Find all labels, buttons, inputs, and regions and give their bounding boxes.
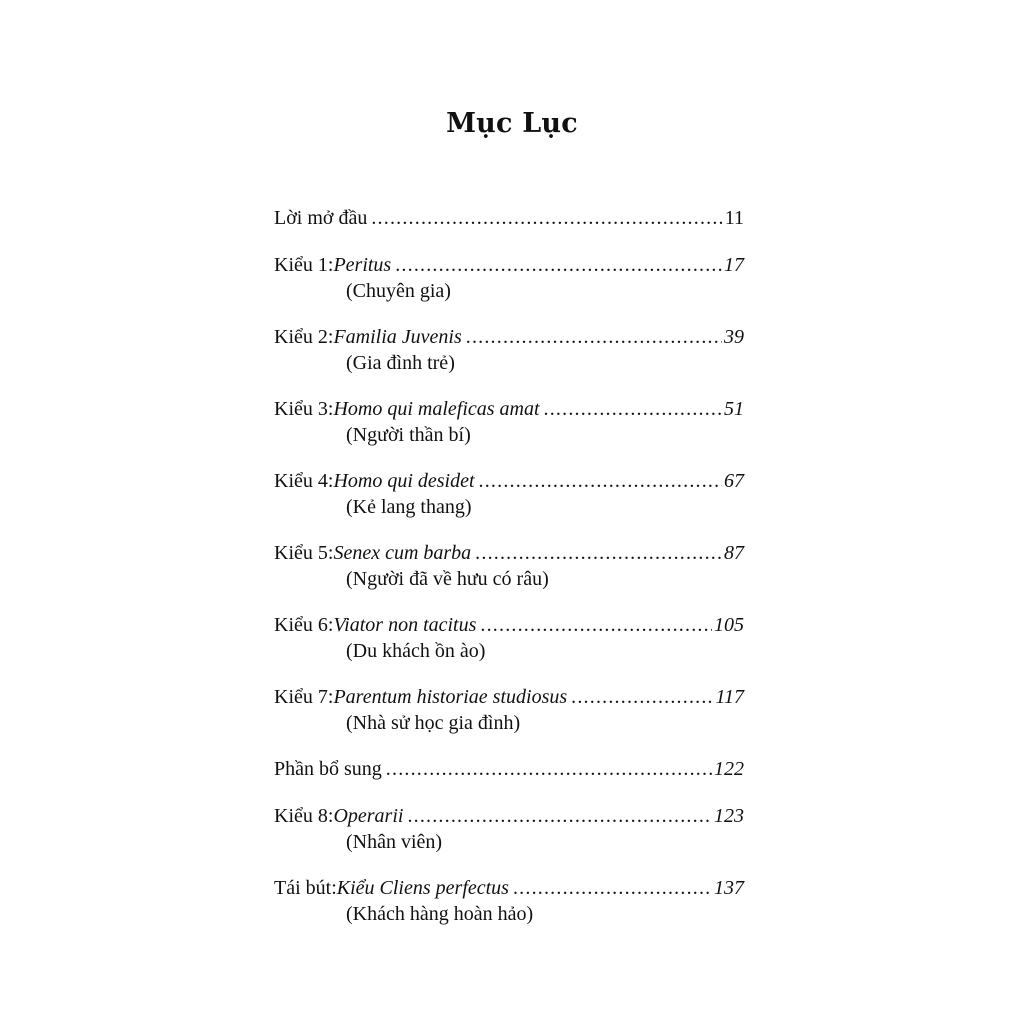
toc-entry-line: [274, 396, 744, 422]
toc-entry-line: [274, 875, 744, 901]
toc-entry-label: Kiểu 3:: [274, 398, 334, 420]
toc-entry-subtitle: (Người đã về hưu có râu): [346, 568, 549, 590]
toc-page-number: 122: [714, 758, 744, 780]
toc-page-number: 17: [724, 254, 744, 276]
toc-entry-latin-title: Parentum historiae studiosus: [333, 686, 568, 708]
toc-entry-line: [274, 684, 744, 710]
toc-entry: [274, 252, 744, 304]
toc-entry-line: [274, 612, 744, 638]
toc-entry-subtitle: (Du khách ồn ào): [346, 640, 486, 662]
toc-page-number: 105: [714, 614, 744, 636]
toc-entry: [274, 324, 744, 376]
dot-leader: [475, 540, 722, 566]
toc-entry-label: Kiểu 1:: [274, 254, 334, 276]
toc-entry-latin-title: Viator non tacitus: [333, 614, 477, 636]
toc-entry-label: Tái bút:: [274, 877, 337, 899]
toc-entry: [274, 205, 744, 231]
table-of-contents: [274, 205, 744, 947]
page-title: Mục Lục: [446, 108, 578, 139]
toc-page-number: 87: [724, 542, 744, 564]
toc-entry: [274, 540, 744, 592]
toc-page-number: 39: [724, 326, 744, 348]
toc-entry: [274, 875, 744, 927]
toc-entry-subtitle: (Nhà sử học gia đình): [346, 712, 521, 734]
toc-entry-line: [274, 252, 744, 278]
toc-page-number: 51: [724, 398, 744, 420]
toc-entry-latin-title: Peritus: [333, 254, 392, 276]
dot-leader: [479, 468, 722, 494]
toc-entry-line: [274, 205, 744, 231]
toc-entry-label: Kiểu 7:: [274, 686, 334, 708]
toc-entry: [274, 468, 744, 520]
toc-entry-label: Kiểu 8:: [274, 805, 334, 827]
toc-page-number: 117: [715, 686, 744, 708]
toc-entry-label: Kiểu 2:: [274, 326, 334, 348]
toc-entry-subtitle: (Nhân viên): [346, 831, 443, 853]
toc-entry-subtitle: (Gia đình trẻ): [346, 352, 455, 374]
toc-page-number: 67: [724, 470, 744, 492]
toc-page-number: 137: [714, 877, 744, 899]
toc-entry-label: Kiểu 4:: [274, 470, 334, 492]
dot-leader: [395, 252, 722, 278]
toc-entry: [274, 803, 744, 855]
toc-entry-line: [274, 756, 744, 782]
dot-leader: [571, 684, 713, 710]
toc-page-number: 123: [714, 805, 744, 827]
toc-entry-label: Kiểu 5:: [274, 542, 334, 564]
toc-entry-subtitle: (Chuyên gia): [346, 280, 451, 302]
toc-entry-label: Lời mở đầu: [274, 207, 368, 229]
toc-entry-subtitle: (Kẻ lang thang): [346, 496, 472, 518]
toc-entry-latin-title: Homo qui maleficas amat: [333, 398, 540, 420]
toc-entry-line: [274, 803, 744, 829]
dot-leader: [466, 324, 722, 350]
toc-entry: [274, 612, 744, 664]
toc-entry: [274, 684, 744, 736]
toc-entry-latin-title: Senex cum barba: [333, 542, 472, 564]
dot-leader: [513, 875, 712, 901]
toc-entry-line: [274, 324, 744, 350]
toc-entry-latin-title: Familia Juvenis: [333, 326, 462, 348]
toc-entry-latin-title: Homo qui desidet: [333, 470, 475, 492]
dot-leader: [371, 205, 722, 231]
toc-entry-latin-title: Operarii: [333, 805, 404, 827]
toc-page-number: 11: [724, 207, 744, 229]
toc-entry-line: [274, 540, 744, 566]
toc-entry-subtitle: (Người thần bí): [346, 424, 471, 446]
toc-entry-latin-title: Kiểu Cliens perfectus: [336, 877, 509, 899]
dot-leader: [480, 612, 712, 638]
toc-entry-subtitle: (Khách hàng hoàn hảo): [346, 903, 534, 925]
dot-leader: [407, 803, 712, 829]
toc-entry-label: Phần bổ sung: [274, 758, 382, 780]
dot-leader: [386, 756, 712, 782]
toc-entry-label: Kiểu 6:: [274, 614, 334, 636]
toc-entry: [274, 396, 744, 448]
toc-entry-line: [274, 468, 744, 494]
dot-leader: [544, 396, 722, 422]
toc-entry: [274, 756, 744, 782]
